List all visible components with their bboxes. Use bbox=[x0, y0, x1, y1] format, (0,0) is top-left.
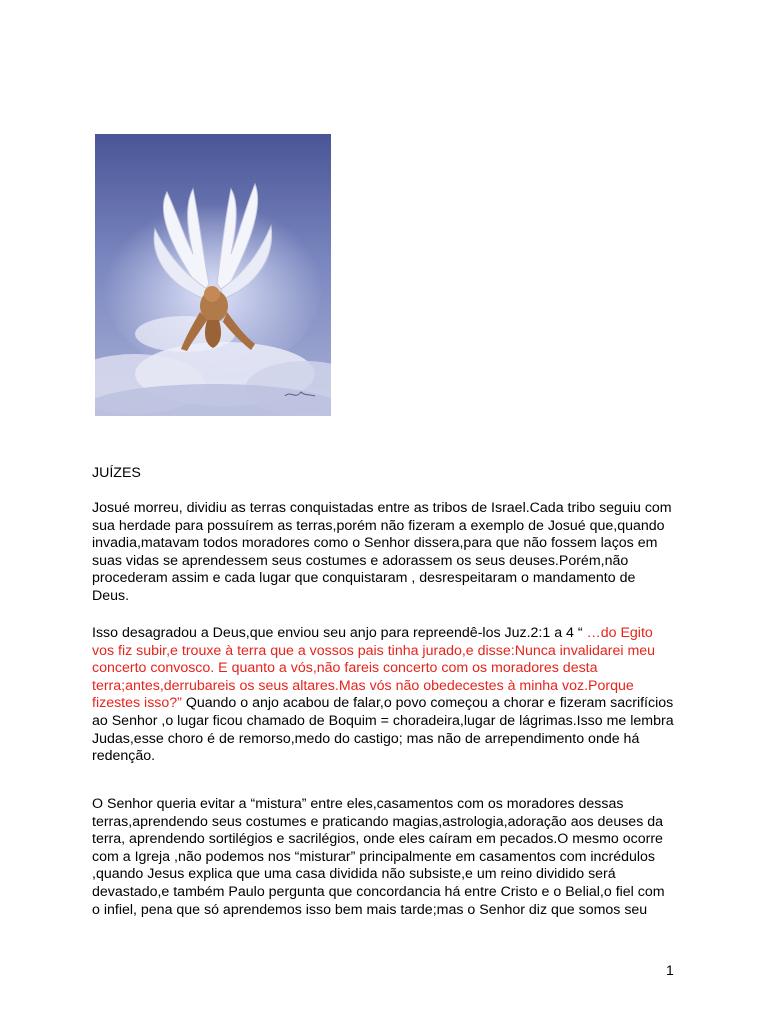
scripture-quote: fizestes isso?” bbox=[92, 695, 182, 712]
paragraph-line: ,quando Jesus explica que uma casa dividida não subsiste,e um reino dividido será bbox=[92, 866, 616, 883]
paragraph-line: invadia,matavam todos moradores como o Senhor dissera,para que não fossem laços em bbox=[92, 535, 658, 552]
scripture-quote: vos fiz subir,e trouxe à terra que a vossos pais tinha jurado,e disse:Nunca invalidarei meu bbox=[92, 642, 656, 659]
paragraph-line bbox=[92, 625, 682, 643]
paragraph-line: devastado,e também Paulo pergunta que concordancia há entre Cristo e o Belial,o fiel com bbox=[92, 883, 665, 900]
plain-text: Quando o anjo acabou de falar,o povo começou a chorar e fizeram sacrifícios bbox=[181, 695, 674, 712]
paragraph-line: Judas,esse choro é de remorso,medo do castigo; mas não de arrependimento onde há bbox=[92, 730, 640, 747]
chapter-heading: JUÍZES bbox=[92, 465, 141, 481]
paragraph-line: O Senhor queria evitar a “mistura” entre eles,casamentos com os moradores dessas bbox=[92, 796, 624, 812]
page-number: 1 bbox=[666, 962, 674, 978]
paragraph-line: redenção. bbox=[92, 748, 156, 765]
paragraph-3 bbox=[92, 796, 682, 919]
paragraph-line: ao Senhor ,o lugar ficou chamado de Boquim = choradeira,lugar de lágrimas.Isso me lembra bbox=[92, 712, 674, 729]
paragraph-line: Deus. bbox=[92, 587, 130, 604]
paragraph-1 bbox=[92, 500, 682, 606]
paragraph-line: terra, aprendendo sortilégios e sacrilégios, onde eles caíram em pecados.O mesmo ocorre bbox=[92, 831, 663, 848]
paragraph-line: com a Igreja ,não podemos nos “misturar” principalmente em casamentos com incrédulos bbox=[92, 848, 656, 865]
scripture-quote: concerto convosco. E quanto a vós,não fareis concerto com os moradores desta bbox=[92, 660, 598, 677]
plain-text: Isso desagradou a Deus,que enviou seu anjo para repreendê-los Juz.2:1 a 4 “ bbox=[92, 625, 587, 641]
angel-illustration bbox=[95, 134, 331, 416]
paragraph-2 bbox=[92, 625, 682, 766]
paragraph-line bbox=[92, 695, 682, 713]
scripture-quote: …do Egito bbox=[586, 625, 653, 641]
paragraph-line: Josué morreu, dividiu as terras conquistadas entre as tribos de Israel.Cada tribo seguiu com bbox=[92, 500, 672, 516]
paragraph-line: suas vidas se aprendessem seus costumes e adorassem os seus deuses.Porém,não bbox=[92, 552, 629, 569]
paragraph-line: procederam assim e cada lugar que conquistaram , desrespeitaram o mandamento de bbox=[92, 570, 636, 587]
paragraph-line: o infiel, pena que só aprendemos isso bem mais tarde;mas o Senhor diz que somos seu bbox=[92, 901, 648, 918]
paragraph-line: sua herdade para possuírem as terras,porém não fizeram a exemplo de Josué que,quando bbox=[92, 517, 665, 534]
scripture-quote: terra;antes,derrubareis os seus altares.Mas vós não obedecestes à minha voz.Porque bbox=[92, 677, 634, 694]
paragraph-line: terras,aprendendo seus costumes e praticando magias,astrologia,adoração aos deuses da bbox=[92, 813, 664, 830]
